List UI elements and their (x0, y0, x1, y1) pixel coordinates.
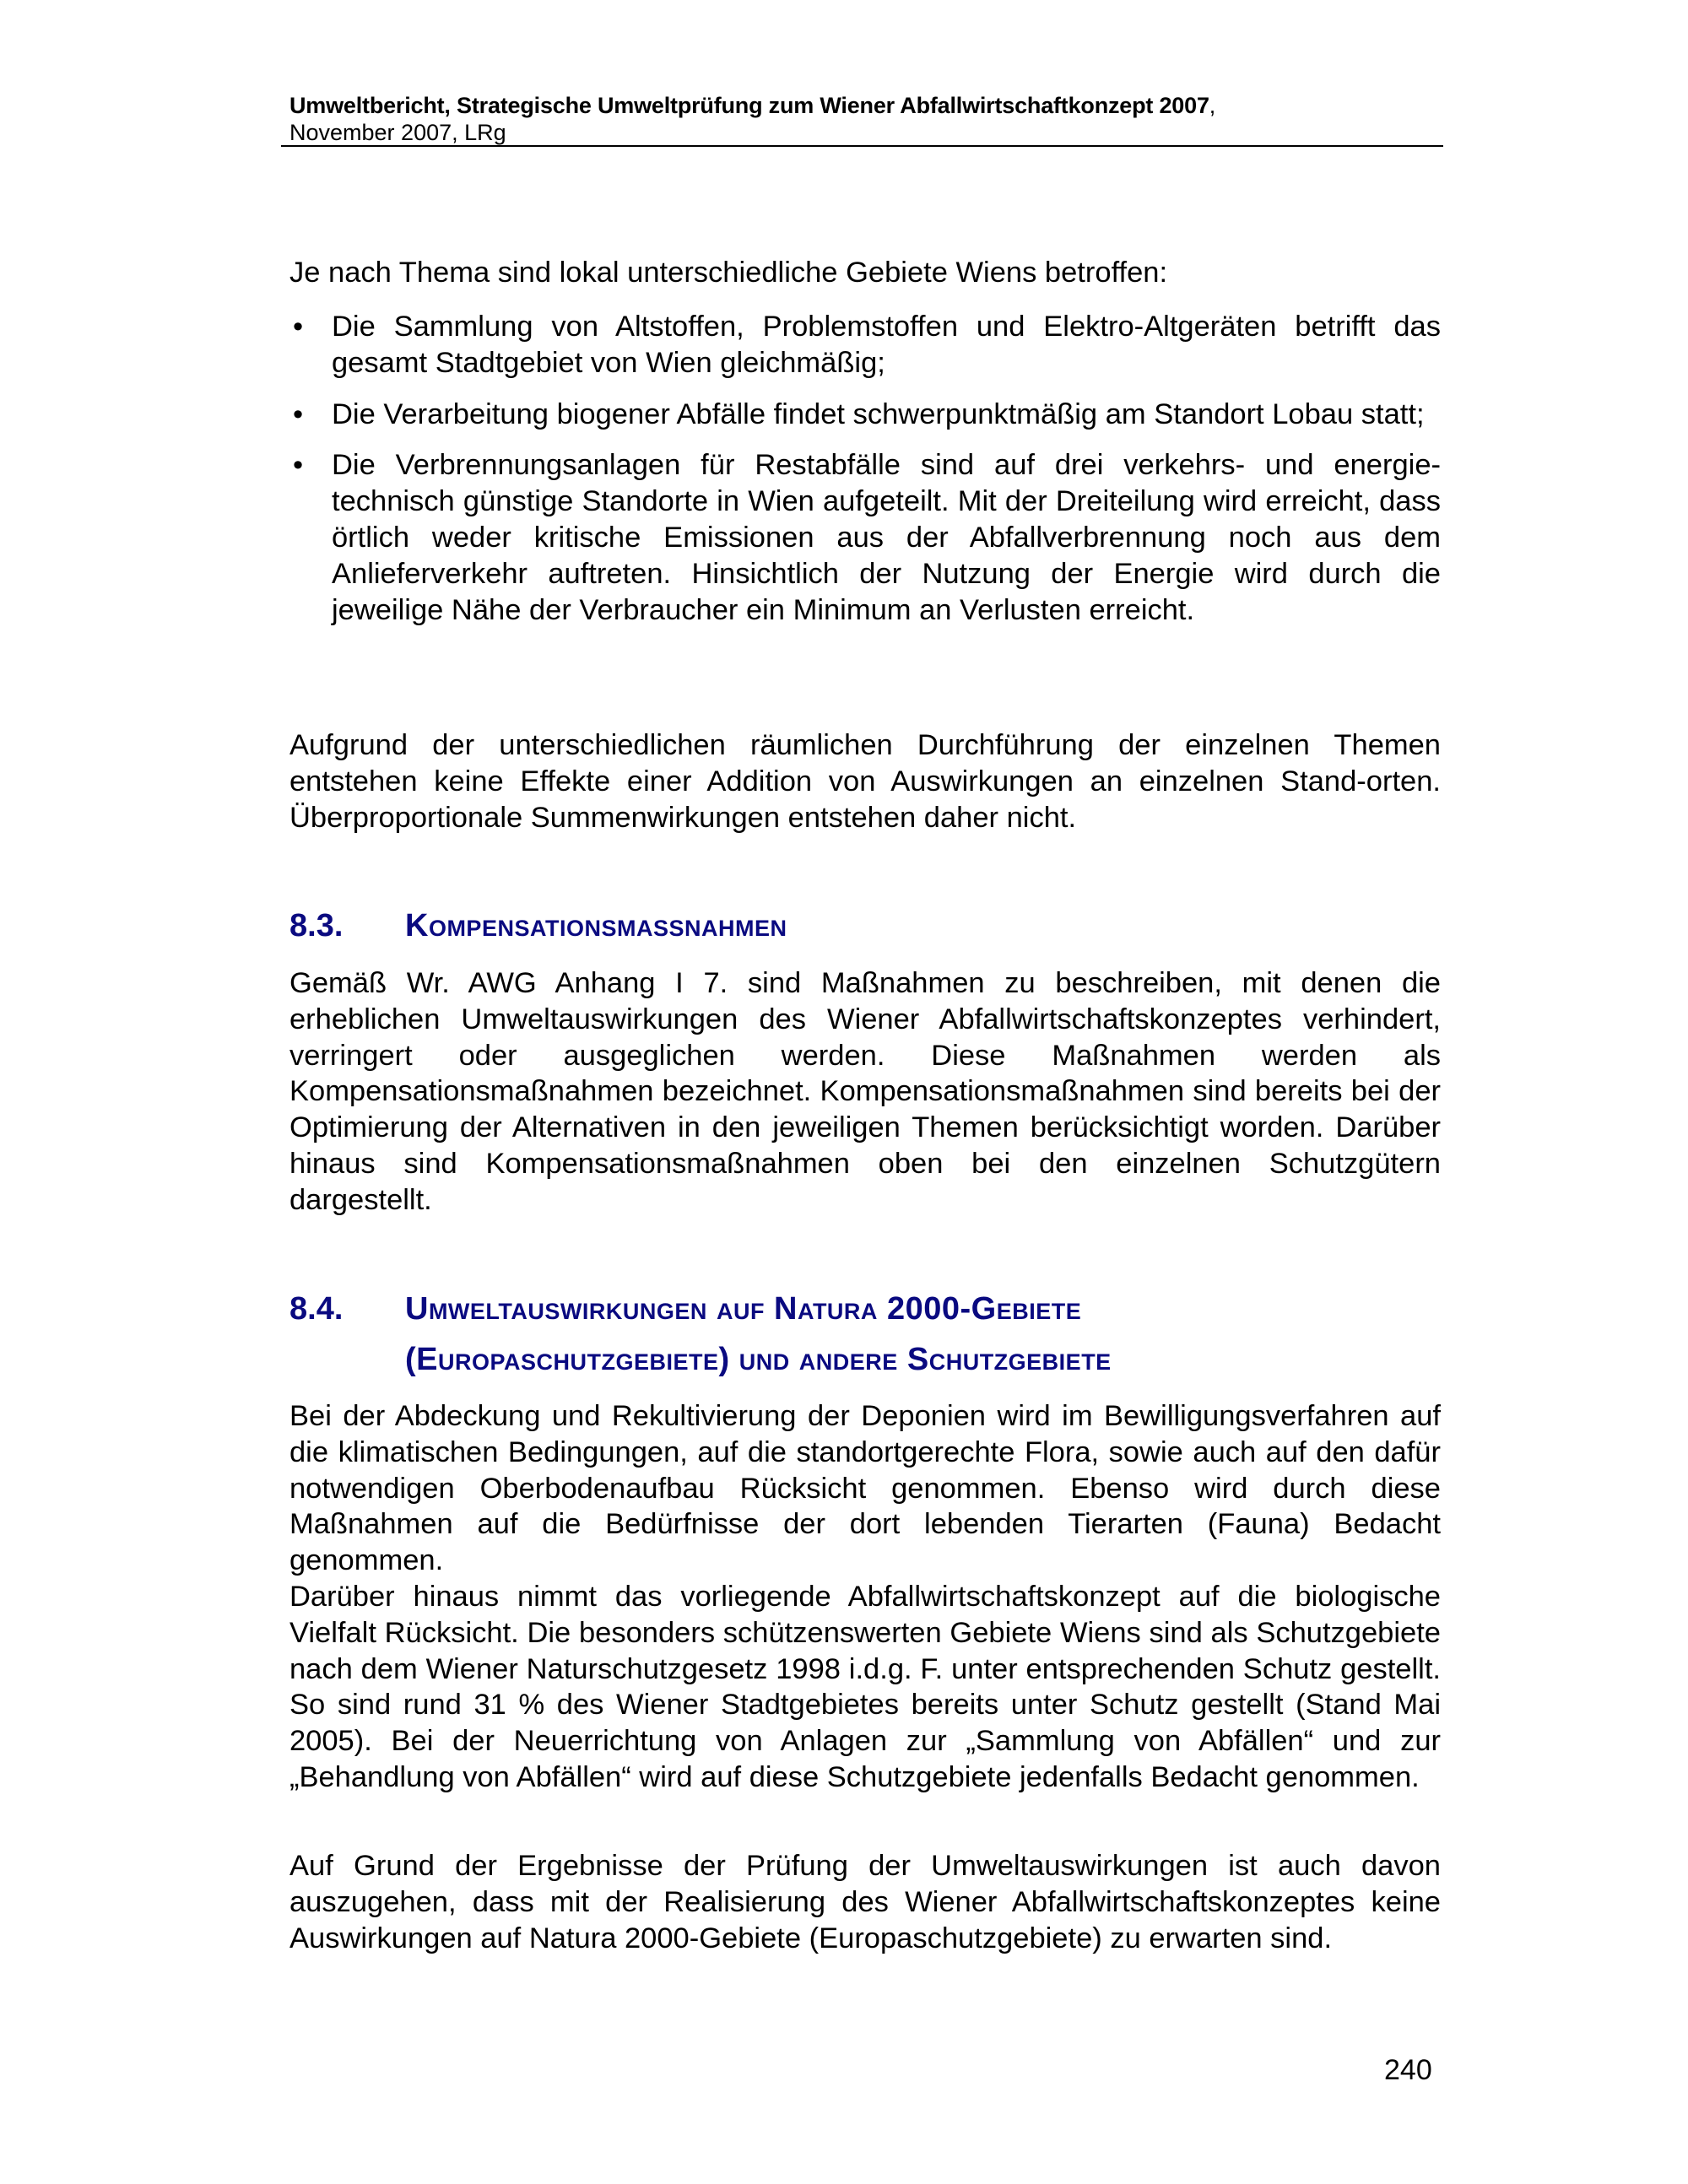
section-title-line1: Umweltauswirkungen auf Natura 2000-Gebiete (405, 1291, 1082, 1327)
list-item (289, 397, 1441, 433)
section-title: Kompensationsmassnahmen (405, 908, 787, 943)
running-header (289, 91, 1441, 145)
bullet-icon: • (293, 311, 304, 343)
section-8-3-body: Gemäß Wr. AWG Anhang I 7. sind Maßnahmen zu beschreiben, mit denen die erheblichen Umweltauswirkungen des Wiener Abfallwirtschaftskonzeptes verhindert, verringert oder ausgeglichen werden. Diese Maßnahmen werden als Kompensationsmaßnahmen bezeichnet. Kompensationsmaßnahmen sind bereits bei der Optimierung der Alternativen in den jeweiligen Themen berücksichtigt worden. Darüber hinaus sind Kompensationsmaßnahmen oben bei den einzelnen Schutzgütern dargestellt. (289, 967, 1441, 1216)
bullet-list (289, 309, 1441, 643)
section-number: 8.3. (289, 908, 344, 943)
header-title-suffix: , (1209, 93, 1216, 118)
header-divider (281, 145, 1443, 147)
section-8-4-paragraph: Bei der Abdeckung und Rekultivierung der Deponien wird im Bewilligungsverfahren auf die klimatischen Bedingungen, auf die standortgerechte Flora, sowie auch auf den dafür notwendigen Oberbodenaufbau Rücksicht genommen. Ebenso wird durch diese Maßnahmen auf die Bedürfnisse der dort lebenden Tierarten (Fauna) Bedacht genommen. (289, 1400, 1441, 1577)
page-number: 240 (1384, 2054, 1432, 2086)
bullet-icon: • (293, 449, 304, 482)
summary-paragraph: Aufgrund der unterschiedlichen räumlichen Durchführung der einzelnen Themen entstehen keine Effekte einer Addition von Auswirkungen an einzelnen Stand-orten. Überproportionale Summenwirkungen entstehen daher nicht. (289, 729, 1441, 834)
section-title-line2: (Europaschutzgebiete) und andere Schutzgebiete (405, 1342, 1112, 1377)
list-item (289, 309, 1441, 381)
header-subtitle: November 2007, LRg (289, 120, 506, 145)
section-8-4-paragraph: Auf Grund der Ergebnisse der Prüfung der Umweltauswirkungen ist auch davon auszugehen, dass mit der Realisierung des Wiener Abfallwirtschaftskonzeptes keine Auswirkungen auf Natura 2000-Gebiete (Europaschutzgebiete) zu erwarten sind. (289, 1850, 1441, 1954)
list-item-text: Die Sammlung von Altstoffen, Problemstoffen und Elektro-Altgeräten betrifft das gesamt Stadtgebiet von Wien gleichmäßig; (332, 311, 1441, 379)
bullet-icon: • (293, 397, 304, 430)
header-title-line (289, 91, 1441, 120)
intro-paragraph: Je nach Thema sind lokal unterschiedliche Gebiete Wiens betroffen: (289, 257, 1168, 289)
section-number: 8.4. (289, 1291, 344, 1327)
list-item-text: Die Verbrennungsanlagen für Restabfälle sind auf drei verkehrs- und energie-technisch günstige Standorte in Wien aufgeteilt. Mit der Dreiteilung wird erreicht, dass örtlich weder kritische Emissionen aus der Abfallverbrennung noch aus dem Anlieferverkehr auftreten. Hinsichtlich der Nutzung der Energie wird durch die jeweilige Nähe der Verbraucher ein Minimum an Verlusten erreicht. (332, 449, 1441, 626)
section-heading-8-4 (289, 1284, 1112, 1385)
list-item-text: Die Verarbeitung biogener Abfälle findet schwerpunktmäßig am Standort Lobau statt; (332, 397, 1425, 430)
list-item (289, 447, 1441, 628)
section-heading-8-3 (289, 900, 787, 951)
section-8-4-paragraph: Darüber hinaus nimmt das vorliegende Abfallwirtschaftskonzept auf die biologische Vielfalt Rücksicht. Die besonders schützenswerten Gebiete Wiens sind als Schutzgebiete nach dem Wiener Naturschutzgesetz 1998 i.d.g. F. unter entsprechenden Schutz gestellt. So sind rund 31 % des Wiener Stadtgebietes bereits unter Schutz gestellt (Stand Mai 2005). Bei der Neuerrichtung von Anlagen zur „Sammlung von Abfällen“ und zur „Behandlung von Abfällen“ wird auf diese Schutzgebiete jedenfalls Bedacht genommen. (289, 1581, 1441, 1793)
header-title: Umweltbericht, Strategische Umweltprüfung zum Wiener Abfallwirtschaftkonzept 2007 (289, 93, 1209, 118)
